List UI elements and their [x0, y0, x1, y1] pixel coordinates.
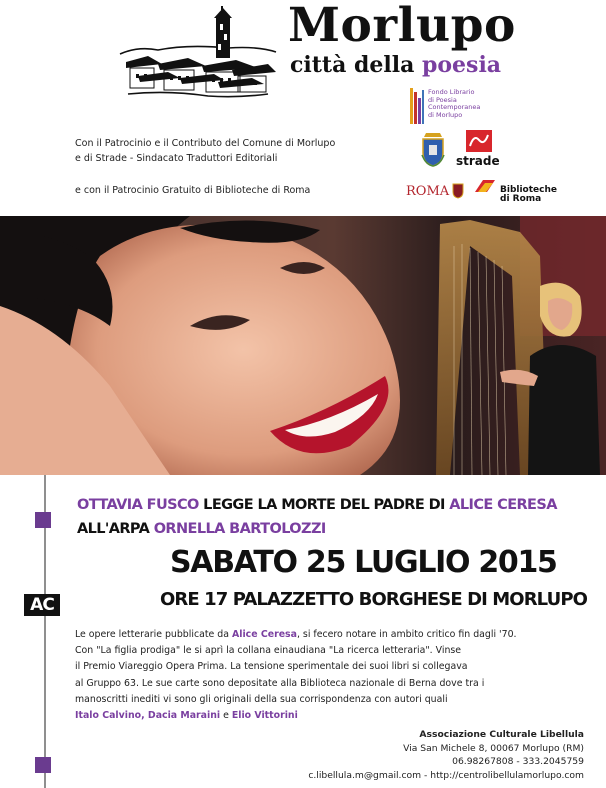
- description-line: [75, 708, 575, 724]
- description-line: Con "La figlia prodiga" le si aprì la collana einaudiana "La ricerca letteraria". Vinse: [75, 645, 462, 657]
- fondo-line: Fondo Librario: [428, 88, 475, 96]
- contact-web[interactable]: c.libellula.m@gmail.com - http://centrolibellulamorlupo.com: [308, 769, 584, 781]
- subtitle-prefix: città della: [290, 52, 422, 78]
- page-subtitle: [290, 54, 501, 76]
- event-date: SABATO 25 LUGLIO 2015: [170, 545, 557, 580]
- author-name: Italo Calvino: [75, 710, 142, 722]
- description-line: manoscritti inediti vi sono gli originali della sua corrispondenza con autori quali: [75, 693, 448, 705]
- author-name: Elio Vittorini: [231, 710, 298, 722]
- patronage-line: Con il Patrocinio e il Contributo del Comune di Morlupo: [75, 138, 336, 149]
- description-line: [75, 627, 575, 643]
- description-text: Le opere letterarie pubblicate da: [75, 629, 232, 640]
- strade-label: strade: [456, 154, 500, 168]
- event-line-2-text: ALL'ARPA: [77, 521, 154, 537]
- performers-photo-illustration: [0, 216, 606, 475]
- harpist-name: ORNELLA BARTOLOZZI: [153, 521, 326, 537]
- fondo-line: Contemporanea: [428, 103, 481, 112]
- biblioteche-label: [500, 186, 557, 204]
- performer-name: OTTAVIA FUSCO: [77, 497, 199, 513]
- roma-shield-icon: [452, 183, 464, 199]
- patronage-line: e con il Patrocinio Gratuito di Biblioteche di Roma: [75, 185, 311, 196]
- biblioteche-logo-icon: [473, 178, 497, 194]
- page-title: Morlupo: [288, 0, 516, 53]
- fondo-line: di Morlupo: [428, 110, 463, 119]
- author-name: ALICE CERESA: [449, 497, 557, 513]
- event-place: ORE 17 PALAZZETTO BORGHESE DI MORLUPO: [160, 589, 588, 610]
- author-name: Alice Ceresa: [231, 629, 297, 640]
- fondo-librario-logo: [410, 88, 424, 124]
- contact-address: Via San Michele 8, 00067 Morlupo (RM): [403, 742, 584, 754]
- patronage-block: [75, 136, 335, 166]
- biblioteche-line: di Roma: [500, 194, 542, 204]
- subtitle-accent: poesia: [422, 52, 502, 78]
- morlupo-coat-of-arms-icon: [420, 131, 446, 167]
- purple-square: [35, 757, 51, 773]
- description-line: al Gruppo 63. Le sue carte sono depositate alla Biblioteca nazionale di Berna dove tra i: [75, 677, 485, 689]
- description-text: , si fecero notare in ambito critico fin dagli '70.: [296, 629, 517, 640]
- author-name: Dacia Maraini: [147, 710, 221, 722]
- event-line-1: [77, 498, 557, 513]
- description: [75, 627, 575, 724]
- separator: ,: [141, 710, 148, 722]
- separator: e: [220, 710, 232, 722]
- contact-phones: 06.98267808 - 333.2045759: [452, 756, 584, 768]
- left-rule: [44, 616, 46, 758]
- fondo-librario-text: [428, 89, 498, 119]
- fondo-line: di Poesia: [428, 95, 457, 104]
- roma-label: ROMA: [406, 184, 450, 199]
- association-name: Associazione Culturale Libellula: [419, 729, 584, 740]
- left-rule: [44, 528, 46, 594]
- event-line-2: [77, 522, 326, 537]
- event-line-1-text: LEGGE LA MORTE DEL PADRE DI: [198, 497, 450, 513]
- biblioteche-line: Biblioteche: [500, 185, 557, 195]
- left-rule: [44, 773, 46, 788]
- performers-photo: [0, 216, 606, 475]
- purple-square: [35, 512, 51, 528]
- patronage-line: e di Strade - Sindacato Traduttori Editoriali: [75, 153, 278, 164]
- description-line: il Premio Viareggio Opera Prima. La tensione sperimentale dei suoi libri si collegava: [75, 661, 468, 673]
- ac-logo: AC: [24, 594, 60, 616]
- contact-block: [308, 728, 584, 782]
- strade-logo-icon: [466, 130, 492, 152]
- village-illustration: [118, 6, 278, 110]
